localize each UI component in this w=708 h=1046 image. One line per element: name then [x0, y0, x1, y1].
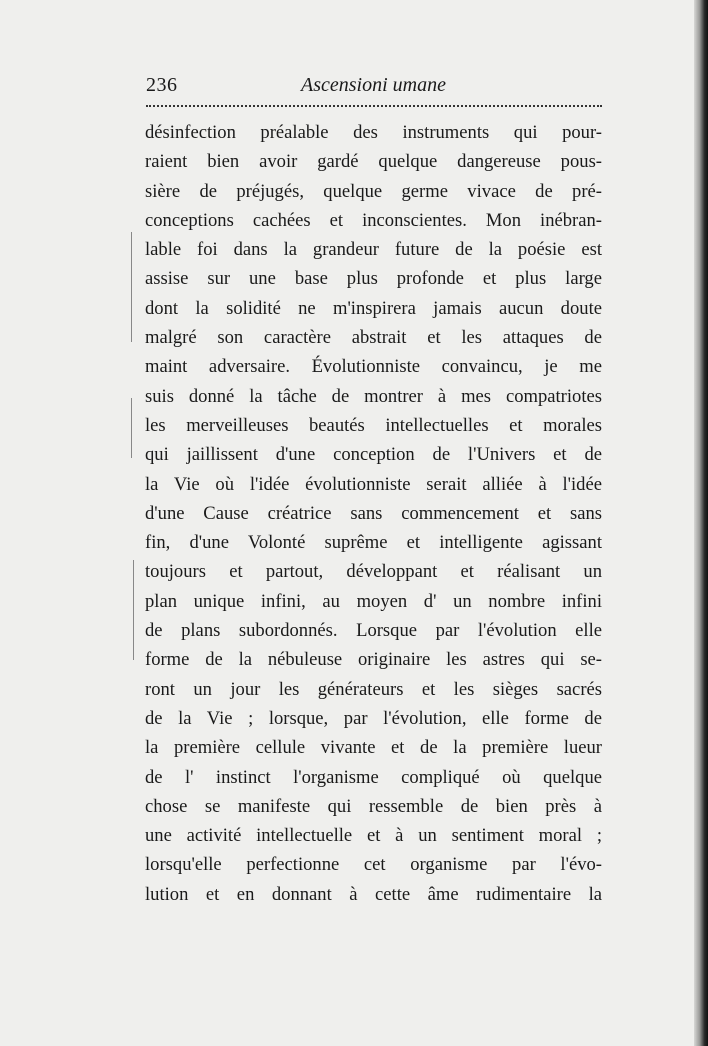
text-line: fin, d'une Volonté suprême et intelligente agissant	[145, 532, 602, 554]
running-title: Ascensioni umane	[301, 74, 446, 96]
text-line: forme de la nébuleuse originaire les astres qui se-	[145, 649, 602, 671]
margin-pencil-mark	[131, 232, 132, 342]
text-line: malgré son caractère abstrait et les attaques de	[145, 327, 602, 349]
book-spine-edge	[694, 0, 708, 1046]
text-line: une activité intellectuelle et à un sentiment moral ;	[145, 825, 602, 847]
page-header	[146, 74, 602, 100]
page-number: 236	[146, 74, 178, 96]
text-line: les merveilleuses beautés intellectuelles et morales	[145, 414, 602, 436]
text-line: de la Vie ; lorsque, par l'évolution, elle forme de	[145, 707, 602, 729]
text-line: la Vie où l'idée évolutionniste serait alliée à l'idée	[145, 473, 602, 495]
text-line: désinfection préalable des instruments qui pour-	[145, 122, 602, 143]
text-line: chose se manifeste qui ressemble de bien près à	[145, 795, 602, 817]
text-line: dont la solidité ne m'inspirera jamais aucun doute	[145, 297, 602, 319]
text-line: de plans subordonnés. Lorsque par l'évolution elle	[145, 620, 602, 642]
text-line: conceptions cachées et inconscientes. Mon inébran-	[145, 209, 602, 231]
body-text	[145, 118, 602, 909]
text-line: lution et en donnant à cette âme rudimentaire la	[145, 883, 602, 905]
text-line: toujours et partout, développant et réalisant un	[145, 561, 602, 583]
margin-pencil-mark	[133, 560, 134, 660]
text-line: plan unique infini, au moyen d' un nombre infini	[145, 590, 602, 612]
text-line: de l' instinct l'organisme compliqué où quelque	[145, 766, 602, 788]
text-line: ront un jour les générateurs et les sièges sacrés	[145, 678, 602, 700]
text-line: la première cellule vivante et de la première lueur	[145, 737, 602, 759]
text-line: assise sur une base plus profonde et plus large	[145, 268, 602, 290]
margin-pencil-mark	[131, 398, 132, 458]
text-line: maint adversaire. Évolutionniste convaincu, je me	[145, 356, 602, 378]
text-line: lable foi dans la grandeur future de la poésie est	[145, 239, 602, 261]
text-line: qui jaillissent d'une conception de l'Univers et de	[145, 444, 602, 466]
header-rule	[146, 105, 602, 107]
text-line: sière de préjugés, quelque germe vivace de pré-	[145, 180, 602, 202]
text-line: lorsqu'elle perfectionne cet organisme par l'évo-	[145, 854, 602, 876]
text-line: d'une Cause créatrice sans commencement et sans	[145, 502, 602, 524]
text-line: suis donné la tâche de montrer à mes compatriotes	[145, 385, 602, 407]
text-line: raient bien avoir gardé quelque dangereuse pous-	[145, 151, 602, 173]
